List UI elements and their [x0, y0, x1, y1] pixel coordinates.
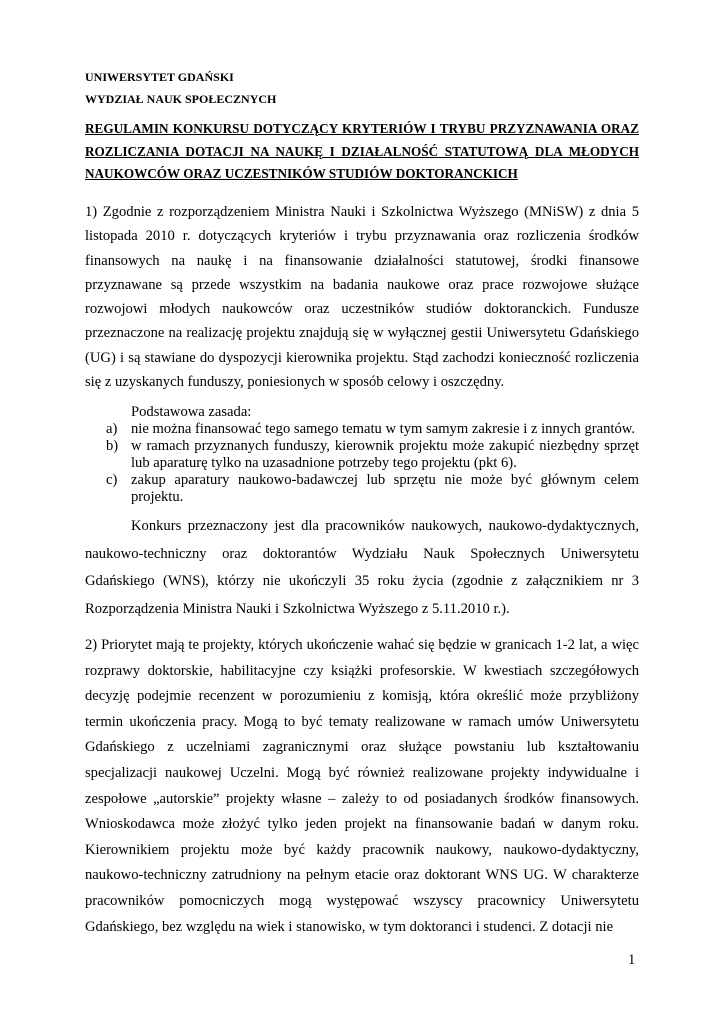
rule-item [85, 421, 639, 438]
rule-marker: b) [106, 438, 119, 454]
contest-eligibility-paragraph: Konkurs przeznaczony jest dla pracowników naukowych, naukowo-dydaktycznych, naukowo-techniczny oraz doktorantów Wydziału Nauk Społecznych Uniwersytetu Gdańskiego (WNS), którzy nie ukończyli 35 roku życia (zgodnie z załącznikiem nr 3 Rozporządzenia Ministra Nauki i Szkolnictwa Wyższego z 5.11.2010 r.). [85, 518, 639, 617]
paragraph-1: 1) Zgodnie z rozporządzeniem Ministra Nauki i Szkolnictwa Wyższego (MNiSW) z dnia 5 listopada 2010 r. dotyczących kryteriów i trybu przyznawania oraz rozliczenia środków finansowych na naukę i na finansowanie działalności statutowej, środki finansowe przyznawane są przede wszystkim na badania naukowe oraz prace rozwojowe służące rozwojowi młodych naukowców oraz uczestników studiów doktoranckich. Fundusze przeznaczone na realizację projektu znajdują się w wyłącznej gestii Uniwersytetu Gdańskiego (UG) i są stawiane do dyspozycji kierownika projektu. Stąd zachodzi konieczność rozliczenia się z uzyskanych funduszy, poniesionych w sposób celowy i oszczędny. [85, 204, 639, 391]
rules-heading: Podstawowa zasada: [131, 404, 252, 420]
basic-rules [85, 404, 639, 506]
faculty-name: WYDZIAŁ NAUK SPOŁECZNYCH [85, 92, 277, 106]
rule-text: zakup aparatury naukowo-badawczej lub sprzętu nie może być głównym celem projektu. [131, 472, 639, 505]
page-number: 1 [628, 952, 636, 968]
rule-text: nie można finansować tego samego tematu w tym samym zakresie i z innych grantów. [131, 421, 636, 437]
rule-marker: a) [106, 421, 118, 437]
rule-item [85, 438, 639, 472]
document-header [85, 66, 276, 110]
rule-text: w ramach przyznanych funduszy, kierownik projektu może zakupić niezbędny sprzęt lub aparaturę tylko na uzasadnione potrzeby tego projektu (pkt 6). [131, 438, 639, 471]
rule-item [85, 472, 639, 506]
document-title: REGULAMIN KONKURSU DOTYCZĄCY KRYTERIÓW I TRYBU PRZYZNAWANIA ORAZ ROZLICZANIA DOTACJI NA NAUKĘ I DZIAŁALNOŚĆ STATUTOWĄ DLA MŁODYCH NAUKOWCÓW ORAZ UCZESTNIKÓW STUDIÓW DOKTORANCKICH [85, 121, 639, 181]
rule-marker: c) [106, 472, 118, 488]
university-name: UNIWERSYTET GDAŃSKI [85, 70, 234, 84]
paragraph-2: 2) Priorytet mają te projekty, których ukończenie wahać się będzie w granicach 1-2 lat, a więc rozprawy doktorskie, habilitacyjne czy książki profesorskie. W kwestiach szczegółowych decyzję podejmie recenzent w porozumieniu z komisją, która określić może przybliżony termin ukończenia pracy. Mogą to być tematy realizowane w ramach umów Uniwersytetu Gdańskiego z uczelniami zagranicznymi oraz służące powstaniu lub kształtowaniu specjalizacji naukowej Uczelni. Mogą być również realizowane projekty indywidualne i zespołowe „autorskie” projekty własne – zależy to od posiadanych środków finansowych. Wnioskodawca może złożyć tylko jeden projekt na finansowanie badań w danym roku. Kierownikiem projektu może być każdy pracownik naukowy, naukowo-dydaktyczny, naukowo-techniczny zatrudniony na pełnym etacie oraz doktorant WNS UG. W charakterze pracowników pomocniczych mogą występować wszyscy pracownicy Uniwersytetu Gdańskiego, bez względu na wiek i stanowisko, w tym doktoranci i studenci. Z dotacji nie [85, 637, 639, 935]
